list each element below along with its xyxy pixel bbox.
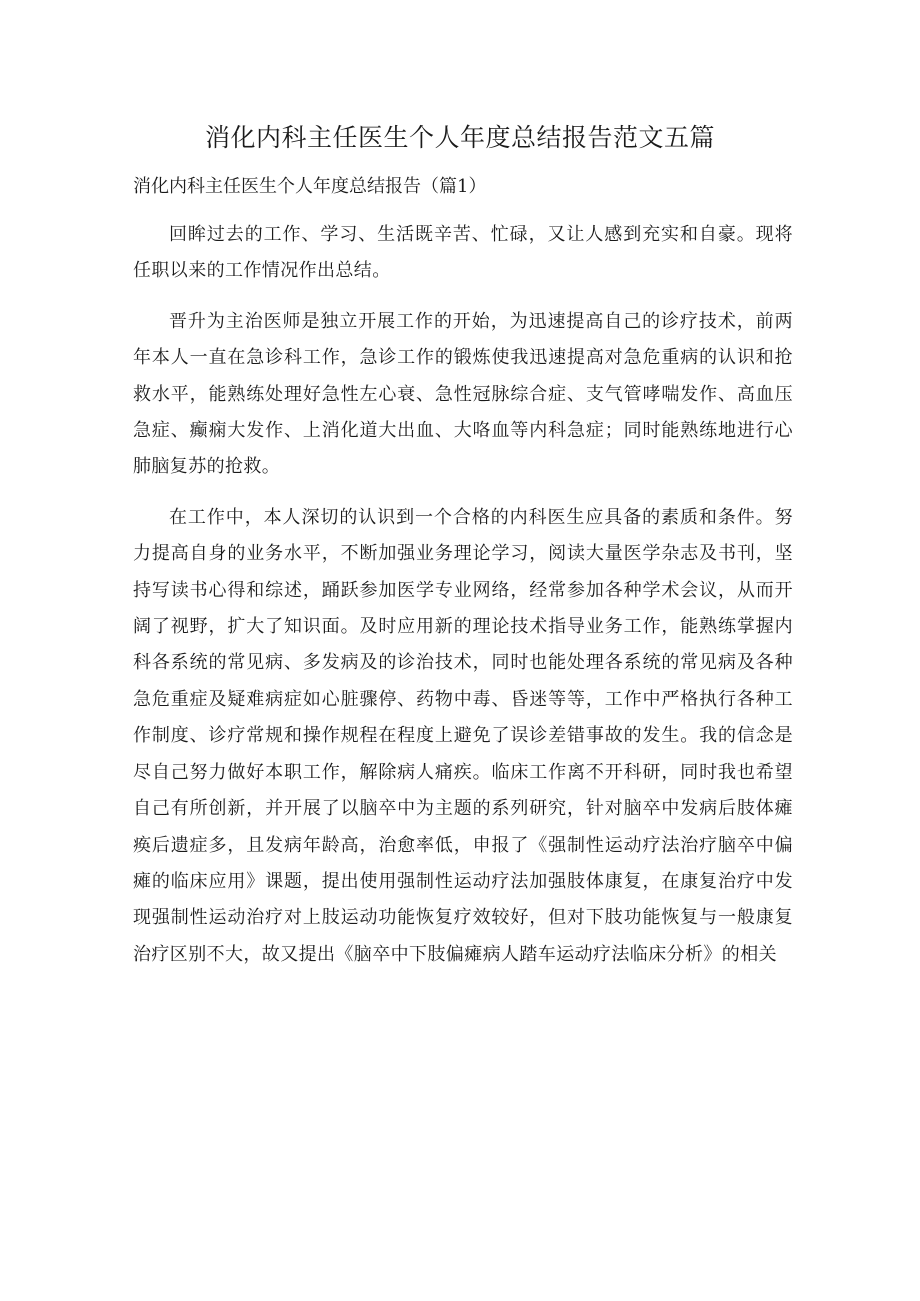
paragraph-professional-development: 在工作中，本人深切的认识到一个合格的内科医生应具备的素质和条件。努力提高自身的业务水平，不断加强业务理论学习，阅读大量医学杂志及书刊，坚持写读书心得和综述，踊跃参加医学专业网络，经常参加各种学术会议，从而开阔了视野，扩大了知识面。及时应用新的理论技术指导业务工作，能熟练掌握内科各系统的常见病、多发病及的诊治技术，同时也能处理各系统的常见病及各种急危重症及疑难病症如心脏骤停、药物中毒、昏迷等等，工作中严格执行各种工作制度、诊疗常规和操作规程在程度上避免了误诊差错事故的发生。我的信念是尽自己努力做好本职工作，解除病人痛疾。临床工作离不开科研，同时我也希望自己有所创新，并开展了以脑卒中为主题的系列研究，针对脑卒中发病后肢体瘫痪后遗症多，且发病年龄高，治愈率低，申报了《强制性运动疗法治疗脑卒中偏瘫的临床应用》课题，提出使用强制性运动疗法加强肢体康复，在康复治疗中发现强制性运动治疗对上肢运动功能恢复疗效较好，但对下肢功能恢复与一般康复治疗区别不大，故又提出《脑卒中下肢偏瘫病人踏车运动疗法临床分析》的相关 bbox=[133, 506, 793, 965]
paragraph-intro: 回眸过去的工作、学习、生活既辛苦、忙碌，又让人感到充实和自豪。现将任职以来的工作情况作出总结。 bbox=[133, 224, 793, 282]
paragraph-emergency-experience: 晋升为主治医师是独立开展工作的开始，为迅速提高自己的诊疗技术，前两年本人一直在急诊科工作，急诊工作的锻炼使我迅速提高对急危重病的认识和抢救水平，能熟练处理好急性左心衰、急性冠脉综合症、支气管哮喘发作、高血压急症、癫痫大发作、上消化道大出血、大咯血等内科急症；同时能熟练地进行心肺脑复苏的抢救。 bbox=[133, 310, 793, 478]
document-body bbox=[133, 217, 793, 987]
document-title: 消化内科主任医生个人年度总结报告范文五篇 bbox=[204, 123, 715, 152]
section-heading: 消化内科主任医生个人年度总结报告（篇1） bbox=[133, 176, 487, 197]
